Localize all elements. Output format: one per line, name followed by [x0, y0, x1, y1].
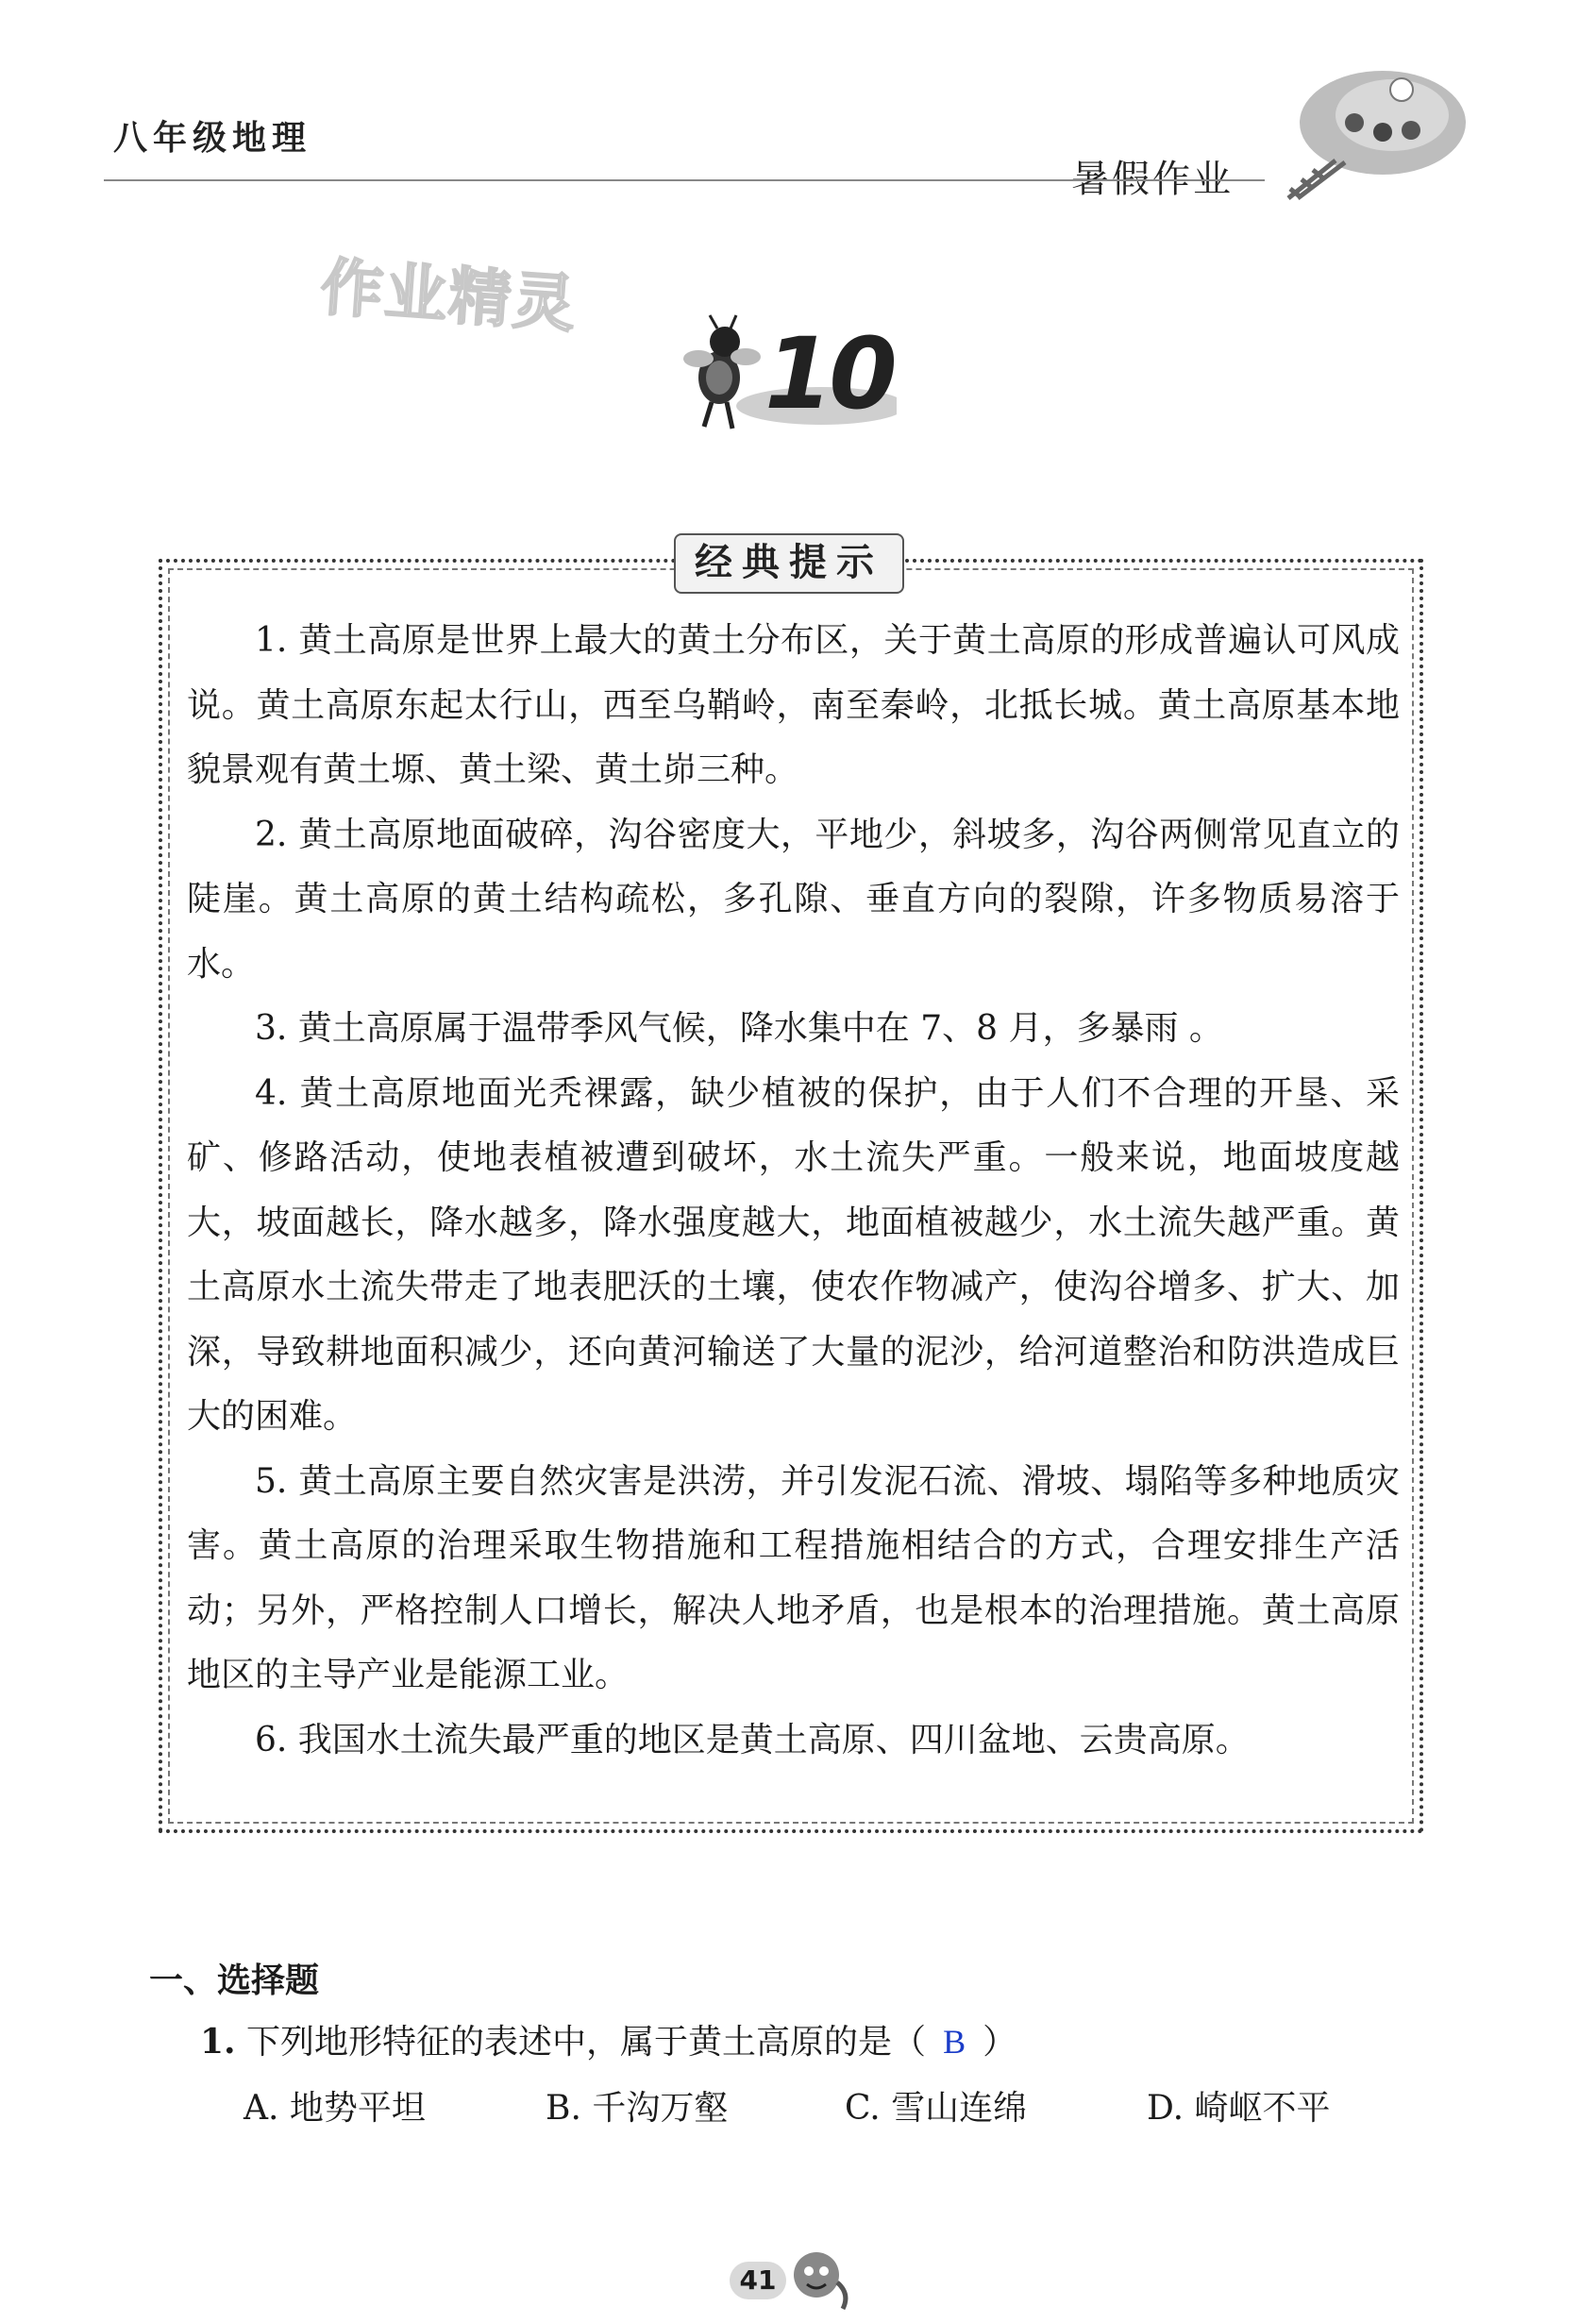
page-footer [722, 2247, 854, 2317]
tip-paragraph: 4. 黄土高原地面光秃裸露，缺少植被的保护，由于人们不合理的开垦、采矿、修路活动，使地表植被遭到破坏，水土流失严重。一般来说，地面坡度越大，坡面越长，降水越多，降水强度越大，地面植被越少，水土流失越严重。黄土高原水土流失带走了地表肥沃的土壤，使农作物减产，使沟谷增多、扩大、加深，导致耕地面积减少，还向黄河输送了大量的泥沙，给河道整治和防洪造成巨大的困难。 [187, 1073, 1400, 1436]
watermark: 作业精灵 [318, 250, 580, 342]
option-b: B. 千沟万壑 [546, 2089, 729, 2128]
section-title-multiple-choice: 一、选择题 [149, 1961, 320, 2000]
header-grade-subject: 八年级地理 [113, 119, 312, 158]
question-1 [200, 2015, 1016, 2063]
option-c: C. 雪山连绵 [845, 2089, 1028, 2128]
option-a: A. 地势平坦 [244, 2089, 426, 2128]
tip-paragraph: 2. 黄土高原地面破碎，沟谷密度大，平地少，斜坡多，沟谷两侧常见直立的陡崖。黄土高原的黄土结构疏松，多孔隙、垂直方向的裂隙，许多物质易溶于水。 [187, 815, 1400, 984]
question-text: 下列地形特征的表述中，属于黄土高原的是（ [246, 2023, 927, 2062]
tip-paragraph: 3. 黄土高原属于温带季风气候，降水集中在 7、8 月，多暴雨 。 [255, 1009, 1223, 1048]
question-answer: B [943, 2023, 966, 2061]
tip-paragraph: 6. 我国水土流失最严重的地区是黄土高原、四川盆地、云贵高原。 [255, 1720, 1250, 1759]
header-series-title: 暑假作业 [1071, 158, 1234, 201]
chapter-number: 10 [764, 316, 894, 431]
summer-kids-illustration [1279, 57, 1468, 208]
option-d: D. 崎岖不平 [1147, 2089, 1331, 2128]
classic-tips-title: 经典提示 [674, 533, 904, 594]
question-close-paren: ） [983, 2023, 1017, 2062]
page-number: 41 [730, 2262, 786, 2299]
header-divider [104, 179, 1265, 181]
tip-paragraph: 5. 黄土高原主要自然灾害是洪涝，并引发泥石流、滑坡、塌陷等多种地质灾害。黄土高原的治理采取生物措施和工程措施相结合的方式，合理安排生产活动；另外，严格控制人口增长，解决人地矛盾，也是根本的治理措施。黄土高原地区的主导产业是能源工业。 [187, 1461, 1400, 1694]
question-number: 1. [200, 2022, 236, 2062]
tip-paragraph: 1. 黄土高原是世界上最大的黄土分布区，关于黄土高原的形成普遍认可风成说。黄土高原东起太行山，西至乌鞘岭，南至秦岭，北抵长城。黄土高原基本地貌景观有黄土塬、黄土梁、黄土峁三种。 [187, 621, 1400, 789]
classic-tips-content [187, 609, 1400, 1773]
mascot-icon [788, 2247, 854, 2317]
